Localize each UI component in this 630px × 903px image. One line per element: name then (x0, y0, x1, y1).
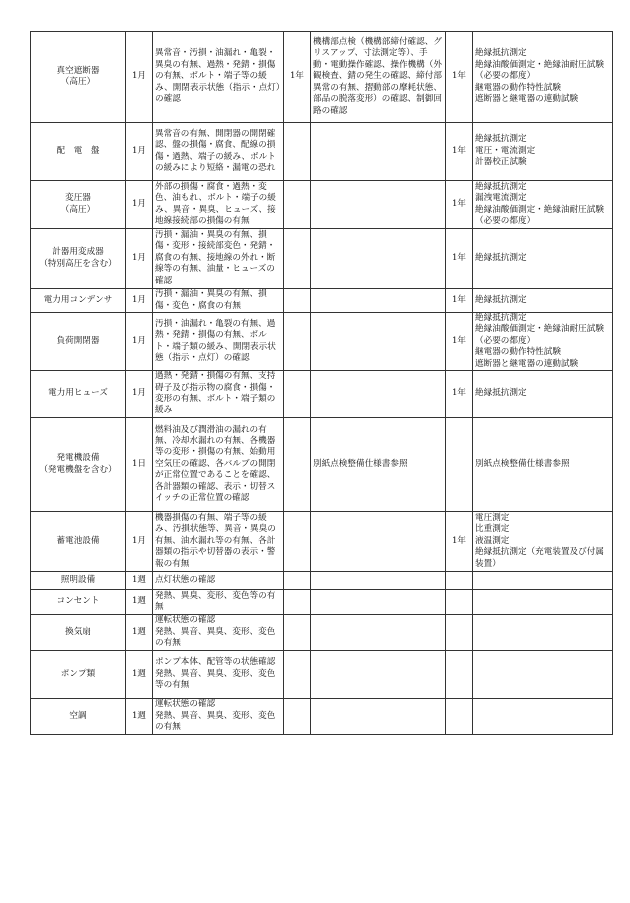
test-frequency: 1年 (446, 229, 473, 289)
periodic-check-items (311, 371, 446, 418)
periodic-check-items (311, 229, 446, 289)
test-items: 絶縁抵抗測定 (473, 289, 613, 313)
test-frequency: 1年 (446, 512, 473, 572)
daily-check-items: 汚損・漏油・異臭の有無、損傷・変形・接続部変色・発錆・腐食の有無、接地線の外れ・断線等の有無、油量・ヒューズの確認 (153, 229, 284, 289)
test-items: 絶縁抵抗測定 (473, 371, 613, 418)
daily-frequency: 1週 (126, 699, 153, 735)
periodic-frequency (284, 418, 311, 512)
daily-frequency: 1月 (126, 371, 153, 418)
table-row (31, 615, 613, 651)
test-items (473, 699, 613, 735)
periodic-frequency (284, 699, 311, 735)
periodic-check-items (311, 289, 446, 313)
daily-check-items: 運転状態の確認 発熱、異音、異臭、変形、変色の有無 (153, 699, 284, 735)
equipment-name: 空調 (31, 699, 126, 735)
equipment-name: 真空遮断器 （高圧） (31, 32, 126, 123)
test-frequency (446, 615, 473, 651)
daily-check-items: 過熱・発錆・損傷の有無、支持碍子及び指示物の腐食・損傷・変形の有無、ボルト・端子類の緩み (153, 371, 284, 418)
table-row (31, 313, 613, 371)
daily-frequency: 1日 (126, 418, 153, 512)
test-items: 絶縁抵抗測定 電圧・電流測定 計器校正試験 (473, 123, 613, 181)
equipment-name: 換気扇 (31, 615, 126, 651)
equipment-name: コンセント (31, 590, 126, 615)
periodic-check-items (311, 651, 446, 699)
daily-check-items: 異常音・汚損・油漏れ・亀裂・異臭の有無、過熱・発錆・損傷の有無、ボルト・端子等の緩み、開閉表示状態（指示・点灯）の確認 (153, 32, 284, 123)
table-row (31, 123, 613, 181)
test-frequency (446, 651, 473, 699)
periodic-frequency (284, 123, 311, 181)
test-frequency (446, 572, 473, 590)
daily-check-items: 外部の損傷・腐食・過熱・変色、油もれ、ボルト・端子の緩み、異音・異臭、ヒューズ、接地線接続部の損傷の有無 (153, 181, 284, 229)
table-row (31, 371, 613, 418)
periodic-frequency (284, 651, 311, 699)
daily-check-items: 燃料油及び潤滑油の漏れの有無、冷却水漏れの有無、各機器等の変形・損傷の有無、始動用空気圧の確認、各バルブの開閉が正常位置であることを確認、各計器類の確認、表示・切替スイッチの正常位置の確認 (153, 418, 284, 512)
daily-check-items: 運転状態の確認 発熱、異音、異臭、変形、変色の有無 (153, 615, 284, 651)
equipment-name: 負荷開閉器 (31, 313, 126, 371)
test-frequency: 1年 (446, 32, 473, 123)
table-row (31, 699, 613, 735)
test-items (473, 590, 613, 615)
periodic-frequency (284, 371, 311, 418)
periodic-frequency (284, 590, 311, 615)
daily-check-items: 点灯状態の確認 (153, 572, 284, 590)
test-frequency: 1年 (446, 123, 473, 181)
test-frequency: 1年 (446, 313, 473, 371)
daily-check-items: 発熱、異臭、変形、変色等の有無 (153, 590, 284, 615)
periodic-check-items (311, 699, 446, 735)
equipment-name: 蓄電池設備 (31, 512, 126, 572)
equipment-name: 変圧器 （高圧） (31, 181, 126, 229)
table-row (31, 32, 613, 123)
equipment-name: 計器用変成器 （特別高圧を含む） (31, 229, 126, 289)
test-items: 絶縁抵抗測定 (473, 229, 613, 289)
periodic-frequency (284, 313, 311, 371)
test-items: 絶縁抵抗測定 絶縁油酸価測定・絶縁油耐圧試験（必要の都度） 継電器の動作特性試験 遮断器と継電器の連動試験 (473, 313, 613, 371)
daily-frequency: 1月 (126, 123, 153, 181)
test-items (473, 615, 613, 651)
table-row (31, 418, 613, 512)
equipment-name: 電力用コンデンサ (31, 289, 126, 313)
equipment-name: 配 電 盤 (31, 123, 126, 181)
equipment-name: 発電機設備 （発電機盤を含む） (31, 418, 126, 512)
equipment-name: 電力用ヒューズ (31, 371, 126, 418)
test-frequency (446, 418, 473, 512)
table-row (31, 512, 613, 572)
equipment-name: 照明設備 (31, 572, 126, 590)
periodic-frequency (284, 615, 311, 651)
daily-check-items: 汚損・油漏れ・亀裂の有無、過熱・発錆・損傷の有無、ボルト・端子類の緩み、開閉表示状態（指示・点灯）の確認 (153, 313, 284, 371)
daily-frequency: 1週 (126, 615, 153, 651)
periodic-frequency (284, 229, 311, 289)
periodic-frequency (284, 181, 311, 229)
periodic-frequency (284, 512, 311, 572)
periodic-frequency (284, 572, 311, 590)
periodic-check-items: 機構部点検（機構部締付確認、グリスアップ、寸法測定等）、手動・電動操作確認、操作機構（外観検査、錆の発生の確認、締付部異常の有無、摺動部の摩耗状態、部品の脱落変形）の確認、制御回路の確認 (311, 32, 446, 123)
test-frequency (446, 590, 473, 615)
daily-frequency: 1月 (126, 32, 153, 123)
periodic-check-items (311, 590, 446, 615)
daily-check-items: ポンプ本体、配管等の状態確認 発熱、異音、異臭、変形、変色等の有無 (153, 651, 284, 699)
periodic-frequency (284, 289, 311, 313)
daily-frequency: 1月 (126, 512, 153, 572)
periodic-frequency: 1年 (284, 32, 311, 123)
test-frequency (446, 699, 473, 735)
inspection-table (30, 31, 613, 735)
test-items (473, 651, 613, 699)
periodic-check-items (311, 313, 446, 371)
periodic-check-items (311, 123, 446, 181)
table-row (31, 181, 613, 229)
equipment-name: ポンプ類 (31, 651, 126, 699)
daily-frequency: 1週 (126, 651, 153, 699)
periodic-check-items (311, 512, 446, 572)
table-row (31, 651, 613, 699)
daily-frequency: 1月 (126, 289, 153, 313)
daily-frequency: 1週 (126, 590, 153, 615)
table-row (31, 229, 613, 289)
test-frequency: 1年 (446, 181, 473, 229)
daily-frequency: 1月 (126, 313, 153, 371)
test-items (473, 572, 613, 590)
daily-frequency: 1月 (126, 181, 153, 229)
test-items: 電圧測定 比重測定 液温測定 絶縁抵抗測定（充電装置及び付属装置） (473, 512, 613, 572)
test-items: 絶縁抵抗測定 漏洩電流測定 絶縁油酸価測定・絶縁油耐圧試験（必要の都度） (473, 181, 613, 229)
test-frequency: 1年 (446, 289, 473, 313)
daily-check-items: 汚損・漏油・異臭の有無、損傷・変色・腐食の有無 (153, 289, 284, 313)
daily-frequency: 1月 (126, 229, 153, 289)
daily-frequency: 1週 (126, 572, 153, 590)
periodic-check-items (311, 181, 446, 229)
periodic-check-items: 別紙点検整備仕様書参照 (311, 418, 446, 512)
daily-check-items: 異常音の有無、開閉器の開閉確認、盤の損傷・腐食、配線の損傷・過熱、端子の緩み、ボルトの緩みにより短絡・漏電の恐れ (153, 123, 284, 181)
test-frequency: 1年 (446, 371, 473, 418)
table-row (31, 289, 613, 313)
table-row (31, 590, 613, 615)
periodic-check-items (311, 572, 446, 590)
test-items: 絶縁抵抗測定 絶縁油酸価測定・絶縁油耐圧試験（必要の都度） 継電器の動作特性試験 遮断器と継電器の連動試験 (473, 32, 613, 123)
test-items: 別紙点検整備仕様書参照 (473, 418, 613, 512)
table-row (31, 572, 613, 590)
daily-check-items: 機器損傷の有無、端子等の緩み、汚損状態等、異音・異臭の有無、油水漏れ等の有無、各計器類の指示や切替器の表示・警報の有無 (153, 512, 284, 572)
periodic-check-items (311, 615, 446, 651)
